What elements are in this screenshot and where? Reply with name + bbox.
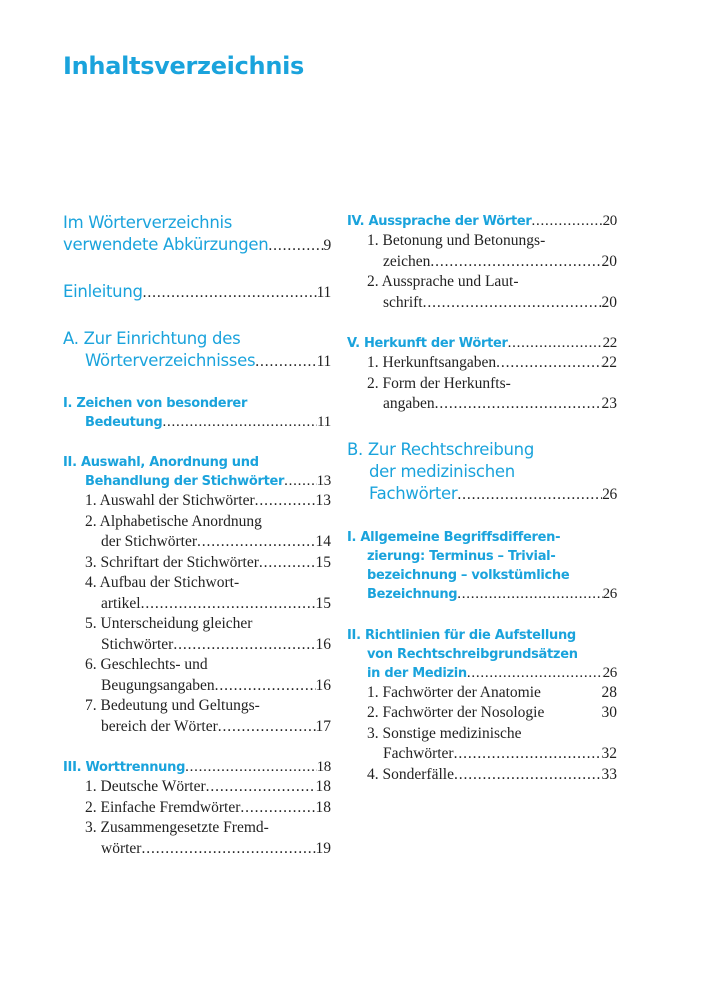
toc-entry-line xyxy=(347,585,617,604)
toc-subitem-label: wörter xyxy=(101,839,142,857)
toc-subitem[interactable] xyxy=(63,512,331,533)
toc-subitem[interactable] xyxy=(63,635,331,656)
dot-leader xyxy=(143,282,317,304)
dot-leader xyxy=(259,553,316,574)
toc-subitem-label: 2. Fachwörter der Nosologie xyxy=(367,704,545,721)
dot-leader xyxy=(240,798,315,819)
toc-entry-line xyxy=(63,413,331,432)
toc-subitem[interactable] xyxy=(347,374,617,395)
page-number: 19 xyxy=(315,839,331,857)
page-number: 16 xyxy=(315,676,331,694)
toc-subitem[interactable] xyxy=(347,293,617,314)
toc-entry-label: V. Herkunft der Wörter xyxy=(347,336,508,351)
page-number: 9 xyxy=(323,237,331,254)
page-number: 16 xyxy=(315,635,331,653)
toc-entry-b-ii[interactable] xyxy=(347,626,617,683)
page-number: 13 xyxy=(316,473,331,489)
toc-entry-label: Fachwörter xyxy=(369,483,458,503)
toc-subitems-a-iv xyxy=(347,231,617,313)
toc-entry-line xyxy=(347,626,617,645)
toc-subitem-label: 5. Unterscheidung gleicher xyxy=(85,615,253,632)
dot-leader xyxy=(435,394,602,415)
dot-leader xyxy=(268,235,323,257)
toc-subitem[interactable] xyxy=(63,594,331,615)
toc-subitem[interactable] xyxy=(347,765,617,786)
dot-leader xyxy=(454,765,602,786)
dot-leader xyxy=(457,585,602,604)
toc-entry-einleitung[interactable] xyxy=(63,281,331,304)
page-title: Inhaltsverzeichnis xyxy=(63,52,305,80)
toc-entry-a-iii[interactable] xyxy=(63,758,331,777)
toc-subitem-label: Fachwörter xyxy=(383,745,454,762)
toc-entry-line xyxy=(347,645,617,664)
page-number: 20 xyxy=(601,293,617,311)
toc-subitem[interactable] xyxy=(63,655,331,676)
page-number: 17 xyxy=(315,717,331,735)
dot-leader xyxy=(496,353,601,374)
toc-subitem[interactable] xyxy=(63,839,331,860)
page-number: 11 xyxy=(317,414,331,430)
toc-subitem[interactable] xyxy=(347,353,617,374)
toc-subitem[interactable] xyxy=(347,744,617,765)
toc-subitem[interactable] xyxy=(63,573,331,594)
dot-leader xyxy=(454,744,602,765)
toc-subitem-label: 7. Bedeutung und Geltungs- xyxy=(85,697,260,714)
dot-leader xyxy=(215,676,316,697)
toc-subitems-a-v xyxy=(347,353,617,415)
page-number: 26 xyxy=(602,664,617,681)
toc-subitem[interactable] xyxy=(63,553,331,574)
page-number: 20 xyxy=(602,213,617,229)
toc-entry-section-a[interactable] xyxy=(63,328,331,373)
page-number: 15 xyxy=(315,594,331,612)
toc-subitem-label: 4. Sonderfälle xyxy=(367,765,454,783)
page-number: 13 xyxy=(315,492,331,509)
page-number: 14 xyxy=(315,533,331,550)
toc-subitem-label: artikel xyxy=(101,594,141,612)
dot-leader xyxy=(467,664,603,683)
toc-entry-a-v[interactable] xyxy=(347,334,617,353)
toc-subitem[interactable] xyxy=(63,614,331,635)
toc-entry-a-ii[interactable] xyxy=(63,453,331,491)
toc-subitem[interactable] xyxy=(63,798,331,819)
toc-entry-label: III. Worttrennung xyxy=(63,760,186,775)
toc-subitem-label: 1. Fachwörter der Anatomie xyxy=(367,683,541,701)
toc-entry-label: Einleitung xyxy=(63,282,143,301)
toc-entry-label: I. Zeichen von besonderer xyxy=(63,396,248,411)
toc-subitem-label: 3. Sonstige medizinische xyxy=(367,724,522,742)
toc-entry-label: zierung: Terminus – Trivial- xyxy=(367,548,556,564)
dot-leader xyxy=(423,293,602,314)
dot-leader xyxy=(532,212,603,231)
toc-subitem[interactable] xyxy=(63,676,331,697)
toc-entry-line xyxy=(63,453,331,472)
toc-subitem-label: 3. Schriftart der Stichwörter xyxy=(85,553,259,571)
toc-entry-line xyxy=(63,212,331,234)
dot-leader xyxy=(173,635,315,656)
toc-entry-line xyxy=(347,483,617,506)
page-number: 26 xyxy=(602,585,617,602)
toc-subitem[interactable] xyxy=(347,724,617,745)
page-number: 11 xyxy=(316,284,331,301)
page-number: 18 xyxy=(315,778,331,795)
toc-subitem-label: Beugungsangaben xyxy=(101,676,215,694)
dot-leader xyxy=(197,532,316,553)
page-number: 11 xyxy=(316,353,331,370)
toc-entry-label: A. Zur Einrichtung des xyxy=(63,329,241,348)
toc-entry-line xyxy=(63,472,331,491)
toc-subitem-label: bereich der Wörter xyxy=(101,717,218,735)
page-number: 30 xyxy=(601,704,617,721)
page-number: 33 xyxy=(601,765,617,783)
dot-leader xyxy=(185,758,317,777)
toc-entry-line xyxy=(347,528,617,547)
toc-entry-label: Bedeutung xyxy=(85,415,163,430)
toc-entry-line xyxy=(63,328,331,350)
toc-entry-label: von Rechtschreibgrundsätzen xyxy=(367,646,578,662)
toc-entry-label: IV. Aussprache der Wörter xyxy=(347,214,532,229)
toc-entry-line xyxy=(63,281,331,304)
toc-subitem-label: 4. Aufbau der Stichwort- xyxy=(85,574,240,591)
toc-subitem-label: 1. Herkunftsangaben xyxy=(367,354,497,371)
toc-entry-label: der medizinischen xyxy=(369,461,515,481)
toc-entry-label: bezeichnung – volkstümliche xyxy=(367,567,570,583)
dot-leader xyxy=(141,594,316,615)
toc-subitem-label: der Stichwörter xyxy=(101,533,197,550)
toc-subitems-b-ii xyxy=(347,683,617,786)
toc-entry-b-i[interactable] xyxy=(347,528,617,604)
page-number: 32 xyxy=(601,745,617,762)
toc-entry-line xyxy=(347,461,617,483)
toc-subitems-a-ii xyxy=(63,491,331,737)
toc-entry-label: in der Medizin xyxy=(367,665,467,681)
toc-column-right xyxy=(347,212,617,785)
toc-entry-line xyxy=(347,334,617,353)
dot-leader xyxy=(255,491,316,512)
page-number: 18 xyxy=(316,759,331,775)
toc-subitem-label: 2. Alphabetische Anordnung xyxy=(85,512,262,530)
toc-entry-label: verwendete Abkürzungen xyxy=(63,235,269,254)
toc-subitem[interactable] xyxy=(347,272,617,293)
toc-entry-line xyxy=(63,758,331,777)
toc-subitem-label: 2. Einfache Fremdwörter xyxy=(85,798,241,816)
toc-entry-line xyxy=(347,547,617,566)
toc-subitem-label: 6. Geschlechts- und xyxy=(85,656,208,673)
toc-subitem-label: 1. Betonung und Betonungs- xyxy=(367,232,546,249)
toc-subitem-label: 3. Zusammengesetzte Fremd- xyxy=(85,819,269,836)
page-number: 28 xyxy=(601,683,617,701)
toc-subitem-label: zeichen xyxy=(383,252,431,270)
toc-subitem[interactable] xyxy=(63,491,331,512)
toc-subitem[interactable] xyxy=(347,703,617,724)
toc-entry-a-iv[interactable] xyxy=(347,212,617,231)
toc-column-left xyxy=(63,212,331,859)
toc-subitem[interactable] xyxy=(63,696,331,717)
toc-entry-label: Wörterverzeichnisses xyxy=(85,351,256,370)
toc-entry-line xyxy=(347,439,617,461)
toc-subitem[interactable] xyxy=(63,818,331,839)
toc-entry-line xyxy=(347,664,617,683)
toc-entry-label: Behandlung der Stichwörter xyxy=(85,474,285,489)
page-number: 18 xyxy=(315,798,331,816)
toc-subitem[interactable] xyxy=(347,231,617,252)
toc-subitem[interactable] xyxy=(347,394,617,415)
dot-leader xyxy=(430,252,601,273)
toc-entry-line xyxy=(347,212,617,231)
dot-leader xyxy=(457,484,602,506)
toc-subitem-label: Stichwörter xyxy=(101,635,174,653)
dot-leader xyxy=(162,413,317,432)
toc-subitem[interactable] xyxy=(347,252,617,273)
toc-subitem-label: 2. Form der Herkunfts- xyxy=(367,374,511,392)
toc-entry-label: II. Richtlinien für die Aufstellung xyxy=(347,627,576,643)
toc-entry-abkuerzungen[interactable] xyxy=(63,212,331,257)
toc-subitem[interactable] xyxy=(63,777,331,798)
dot-leader xyxy=(141,839,315,860)
toc-entry-a-i[interactable] xyxy=(63,394,331,432)
page-number: 22 xyxy=(601,354,617,371)
dot-leader xyxy=(255,351,316,373)
page-number: 15 xyxy=(315,553,331,571)
dot-leader xyxy=(284,472,316,491)
page-number: 20 xyxy=(601,252,617,270)
dot-leader xyxy=(206,777,316,798)
toc-entry-line xyxy=(63,234,331,257)
toc-entry-label: II. Auswahl, Anordnung und xyxy=(63,455,259,470)
toc-subitem-label: 1. Auswahl der Stichwörter xyxy=(85,492,255,509)
dot-leader xyxy=(218,717,316,738)
toc-subitem[interactable] xyxy=(347,683,617,704)
toc-entry-line xyxy=(347,566,617,585)
toc-subitems-a-iii xyxy=(63,777,331,859)
toc-subitem-label: 2. Aussprache und Laut- xyxy=(367,273,519,290)
toc-subitem-label: angaben xyxy=(383,395,435,412)
toc-entry-line xyxy=(63,394,331,413)
dot-leader xyxy=(508,334,603,353)
page-number: 23 xyxy=(601,395,617,412)
toc-entry-label: Im Wörterverzeichnis xyxy=(63,213,233,232)
toc-entry-label: B. Zur Rechtschreibung xyxy=(347,439,535,459)
toc-entry-label: Bezeichnung xyxy=(367,586,458,602)
page-number: 22 xyxy=(602,335,617,351)
toc-entry-label: I. Allgemeine Begriffsdifferen- xyxy=(347,529,561,545)
toc-subitem-label: schrift xyxy=(383,293,423,311)
toc-entry-section-b[interactable] xyxy=(347,439,617,506)
toc-subitem[interactable] xyxy=(63,717,331,738)
toc-subitem[interactable] xyxy=(63,532,331,553)
toc-entry-line xyxy=(63,350,331,373)
page-number: 26 xyxy=(602,485,617,503)
toc-subitem-label: 1. Deutsche Wörter xyxy=(85,778,206,795)
